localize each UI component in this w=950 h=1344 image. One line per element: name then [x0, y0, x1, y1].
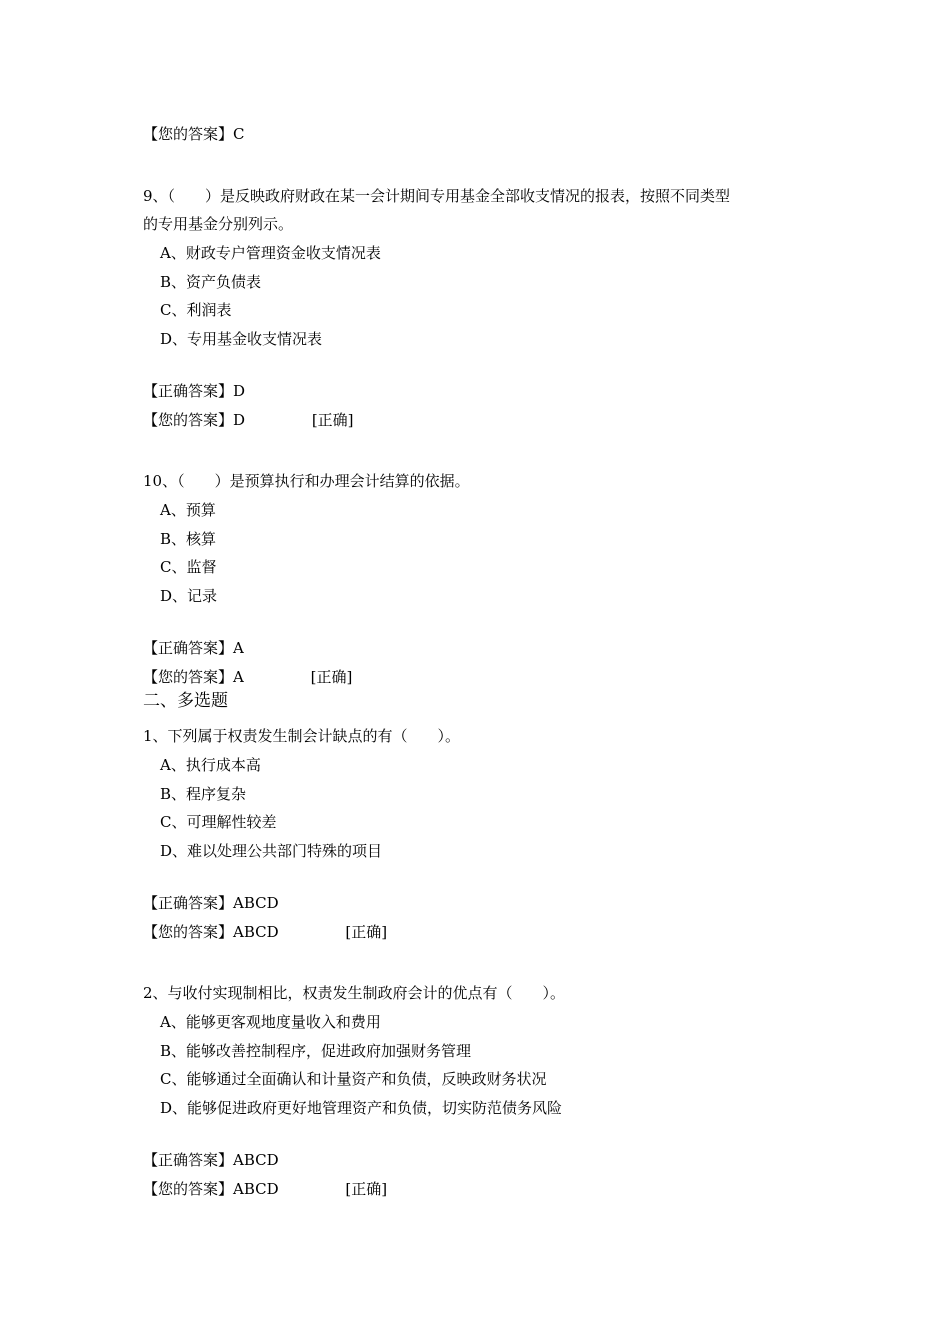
question-9-option-d: D、专用基金收支情况表: [160, 330, 323, 348]
multi-question-2-option-d: D、能够促进政府更好地管理资产和负债，切实防范债务风险: [160, 1099, 563, 1117]
multi-question-2-option-b: B、能够改善控制程序，促进政府加强财务管理: [160, 1042, 472, 1060]
status-badge: [正确]: [310, 668, 353, 686]
question-10-correct-answer: 【正确答案】A: [143, 639, 244, 657]
multi-question-1-correct-answer: 【正确答案】ABCD: [143, 894, 279, 912]
multi-question-1-your-answer: [143, 922, 387, 942]
section-title: 二、多选题: [143, 691, 228, 711]
multi-question-2-your-answer: [143, 1179, 387, 1199]
status-badge: [正确]: [345, 1180, 388, 1198]
multi-question-1-option-a: A、执行成本高: [160, 756, 261, 774]
question-10-option-c: C、监督: [160, 558, 217, 576]
question-10-option-b: B、核算: [160, 530, 217, 548]
question-10-your-answer: [143, 667, 352, 687]
question-9-correct-answer: 【正确答案】D: [143, 382, 246, 400]
status-badge: [正确]: [311, 411, 354, 429]
question-10-option-a: A、预算: [160, 501, 216, 519]
multi-question-2-option-c: C、能够通过全面确认和计量资产和负债，反映政财务状况: [160, 1070, 547, 1088]
your-answer-text: 【您的答案】D: [143, 411, 246, 429]
multi-question-1-option-b: B、程序复杂: [160, 785, 247, 803]
your-answer-text: 【您的答案】C: [143, 125, 245, 143]
your-answer-text: 【您的答案】ABCD: [143, 1180, 279, 1198]
your-answer-text: 【您的答案】A: [143, 668, 244, 686]
question-9-stem-line-1: 9、（ ）是反映政府财政在某一会计期间专用基金全部收支情况的报表，按照不同类型: [143, 187, 731, 205]
multi-question-2-stem: 2、与收付实现制相比，权责发生制政府会计的优点有（ ）。: [143, 984, 566, 1002]
question-9-option-a: A、财政专户管理资金收支情况表: [160, 244, 381, 262]
multi-question-1-option-d: D、难以处理公共部门特殊的项目: [160, 842, 383, 860]
question-9-stem-line-2: 的专用基金分别列示。: [143, 215, 294, 233]
multi-question-2-option-a: A、能够更客观地度量收入和费用: [160, 1013, 381, 1031]
question-10-option-d: D、记录: [160, 587, 218, 605]
multi-question-2-correct-answer: 【正确答案】ABCD: [143, 1151, 279, 1169]
your-answer-line: [143, 124, 244, 144]
your-answer-text: 【您的答案】ABCD: [143, 923, 279, 941]
question-9-option-c: C、利润表: [160, 301, 232, 319]
status-badge: [正确]: [345, 923, 388, 941]
multi-question-1-option-c: C、可理解性较差: [160, 813, 277, 831]
question-9-option-b: B、资产负债表: [160, 273, 262, 291]
multi-question-1-stem: 1、下列属于权责发生制会计缺点的有（ ）。: [143, 727, 461, 745]
question-10-stem: 10、（ ）是预算执行和办理会计结算的依据。: [143, 472, 470, 490]
question-9-your-answer: [143, 410, 354, 430]
